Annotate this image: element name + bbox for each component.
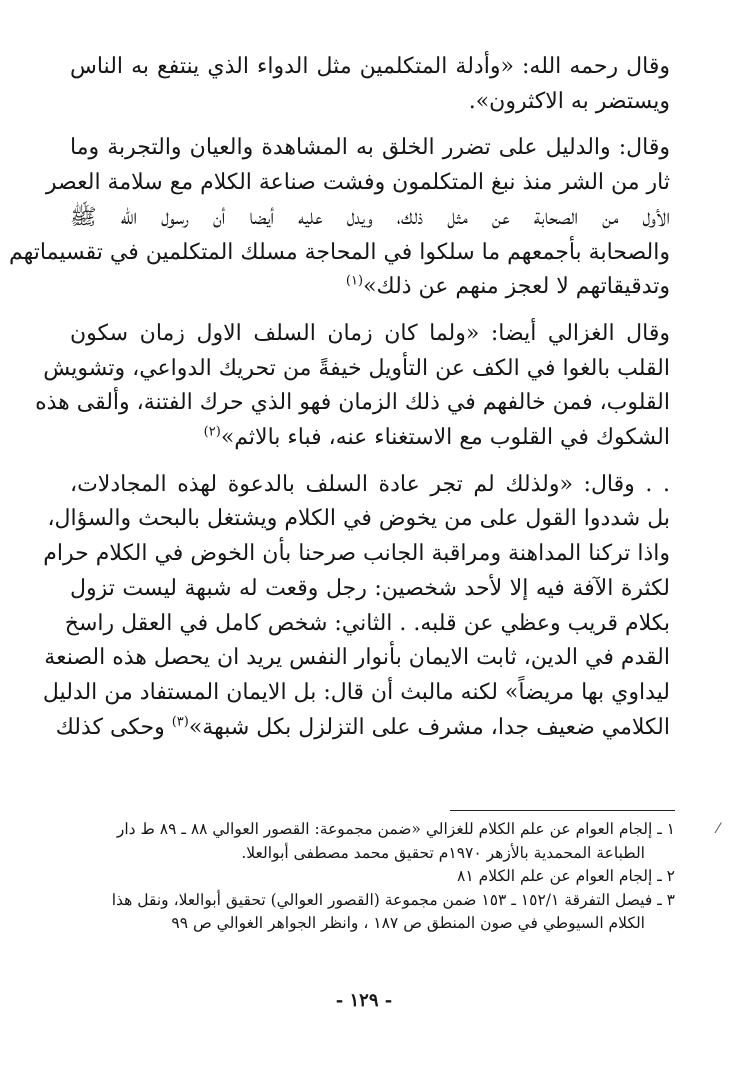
- footnote-2: [70, 865, 675, 889]
- paragraph-2: [9, 131, 670, 305]
- footnote-3: [70, 889, 675, 936]
- paragraph-1: [70, 50, 670, 119]
- text-segment: وتدقيقاتهم لا لعجز منهم عن ذلك»: [363, 274, 670, 300]
- footnote-line: ٣ ـ فيصل التفرقة ١٥٢/١ ـ ١٥٣ ضمن مجموعة (القصور العوالي) تحقيق أبوالعلا، ونقل هذا: [111, 890, 675, 909]
- text-line: واذا تركنا المداهنة ومراقبة الجانب صرحنا بأن الخوض في الكلام حرام: [43, 541, 670, 567]
- text-line: وقال: والدليل على تضرر الخلق به المشاهدة والعيان والتجربة وما: [70, 135, 670, 161]
- text-line: والصحابة بأجمعهم ما سلكوا في المحاجة مسلك المتكلمين في تقسيماتهم: [9, 239, 670, 265]
- paragraph-3: [35, 317, 670, 456]
- footnotes: [70, 818, 675, 936]
- paragraph-4: [42, 468, 670, 746]
- page-number: - ١٢٩ -: [335, 990, 393, 1011]
- footnote-line: ١ ـ إلجام العوام عن علم الكلام للغزالي «ضمن مجموعة: القصور العوالي ٨٨ ـ ٨٩ ط دار: [116, 820, 675, 838]
- text-line: بل شددوا القول على من يخوض في الكلام ويشتغل بالبحث والسؤال،: [47, 506, 670, 532]
- text-line: القلب بالغوا في الكف عن التأويل خيفةً من تحريك الدواعي، وتشويش: [43, 355, 670, 381]
- text-line: [70, 421, 670, 456]
- footnote-line: ٢ ـ إلجام العوام عن علم الكلام ٨١: [457, 867, 675, 885]
- text-line: ليداوي بها مريضاً» لكنه مالبث أن قال: بل الايمان المستفاد من الدليل: [42, 679, 670, 705]
- text-line: لكثرة الآفة فيه إلا لأحد شخصين: رجل وقعت له شبهة ليست تزول: [70, 575, 670, 601]
- text-line: القلوب، فمن خالفهم في ذلك الزمان فهو الذي حرك الفتنة، وألقى هذه: [35, 390, 670, 416]
- footnote-ref-2: (٢): [203, 424, 221, 440]
- text-segment: وحكى كذلك: [55, 714, 172, 740]
- footnote-separator: [450, 810, 675, 811]
- footnote-ref-3: (٣): [171, 714, 189, 730]
- text-line: [70, 270, 670, 305]
- text-segment: الكلامي ضعيف جدا، مشرف على التزلزل بكل شبهة»: [188, 714, 670, 740]
- text-line: بكلام قريب وعظي عن قلبه. . الثاني: شخص كامل في العقل راسخ: [64, 610, 670, 636]
- text-line: الأول من الصحابة عن مثل ذلك، ويدل عليه أيضا أن رسول الله ﷺ: [70, 204, 670, 230]
- footnote-line: الكلام السيوطي في صون المنطق ص ١٨٧ ، وانظر الجواهر الغوالي ص ٩٩: [171, 914, 645, 932]
- main-text: [9, 50, 670, 757]
- text-line: [55, 711, 670, 746]
- footnote-line: الطباعة المحمدية بالأزهر ١٩٧٠م تحقيق محمد مصطفى أبوالعلا.: [241, 843, 645, 862]
- text-line: ويستضر به الاكثرون».: [468, 88, 670, 114]
- text-line: القدم في الدين، ثابت الايمان بأنوار النفس يريد ان يحصل هذه الصنعة: [44, 645, 670, 671]
- margin-mark: ⁄: [717, 821, 720, 837]
- text-segment: الشكوك في القلوب مع الاستغناء عنه، فباء بالاثم»: [220, 425, 670, 451]
- footnote-ref-1: (١): [345, 273, 364, 289]
- text-line: وقال رحمه الله: «وأدلة المتكلمين مثل الدواء الذي ينتفع به الناس: [70, 54, 670, 79]
- text-line: . . وقال: «ولذلك لم تجر عادة السلف بالدعوة لهذه المجادلات،: [70, 471, 670, 497]
- footnote-1: [70, 818, 675, 865]
- text-line: ثار من الشر منذ نبغ المتكلمون وفشت صناعة الكلام مع سلامة العصر: [45, 170, 670, 196]
- text-line: وقال الغزالي أيضا: «ولما كان زمان السلف الاول زمان سكون: [70, 320, 670, 346]
